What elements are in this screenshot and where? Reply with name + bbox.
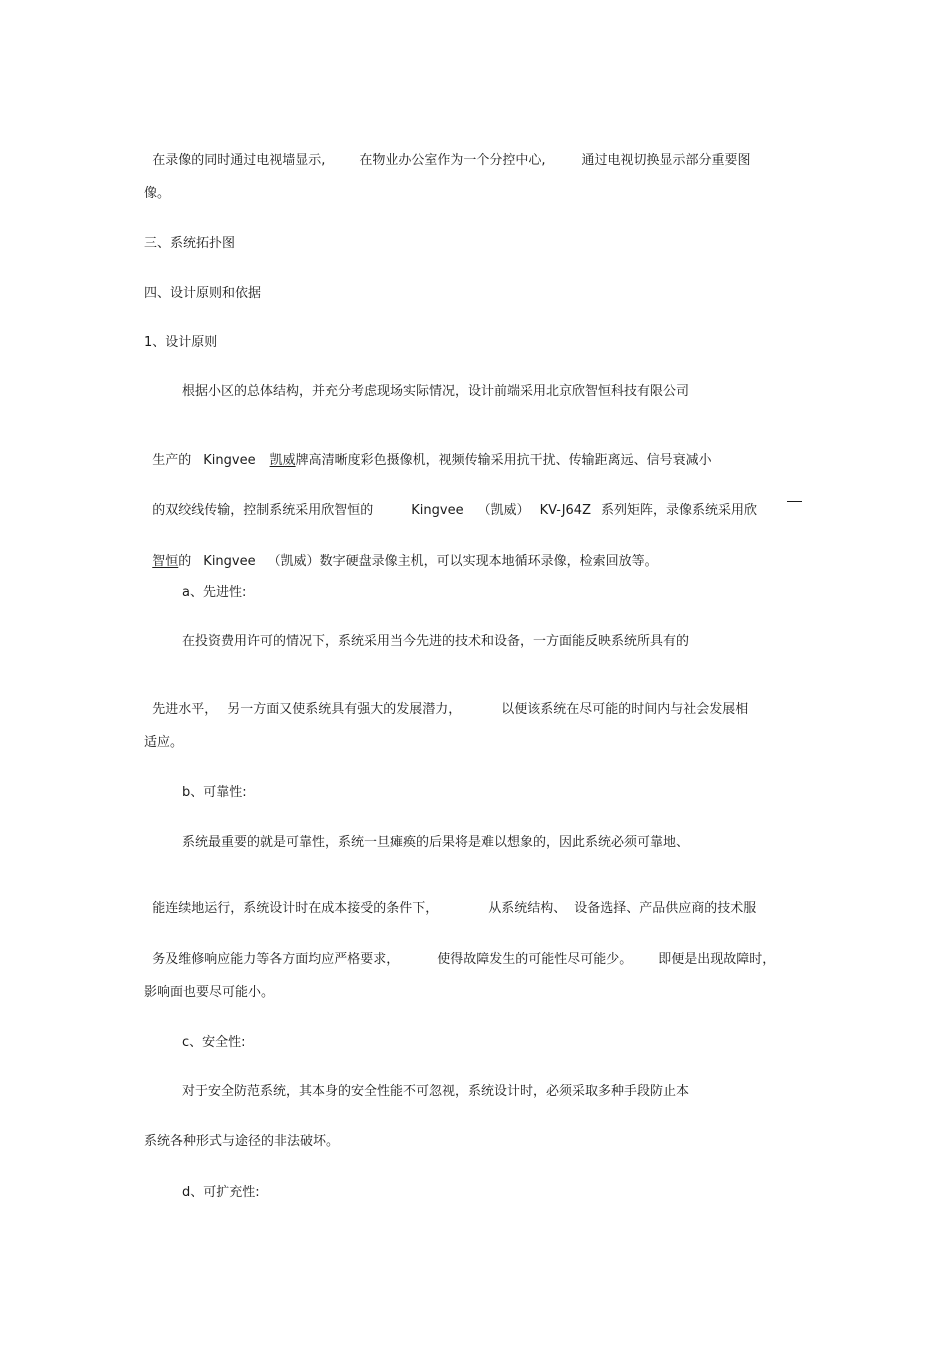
paragraph-line [144,535,658,569]
text-segment: 从系统结构、 [488,901,567,916]
paragraph-line [144,882,757,916]
text-segment: 的双绞线传输，控制系统采用欣智恒的 [152,503,374,518]
company-name-underlined: 智恒 [152,554,179,569]
text-segment: 设备选择、产品供应商的技术服 [574,901,757,916]
paragraph-line [144,134,751,168]
text-segment: （凯威） [477,503,530,518]
paragraph-line [144,933,776,967]
text-segment: 系列矩阵，录像系统采用欣 [600,503,757,518]
paragraph-line: 适应。 [144,735,184,750]
text-segment: 先进水平， [152,702,218,717]
text-segment: 即便是出现故障时， [658,952,776,967]
text-segment: 以便该系统在尽可能的时间内与社会发展相 [501,702,749,717]
blank-underline [787,501,802,502]
paragraph-line: 系统各种形式与途径的非法破坏。 [144,1134,340,1149]
paragraph-line [144,434,712,468]
brand-name-underlined: 凯威 [269,453,296,468]
item-heading: b、可靠性: [182,785,247,800]
item-heading: a、先进性: [182,585,247,600]
item-heading: d、可扩充性: [182,1185,260,1200]
text-segment: 生产的 [152,453,192,468]
section-heading: 三、系统拓扑图 [144,236,236,251]
paragraph-line: 系统最重要的就是可靠性，系统一旦瘫痪的后果将是难以想象的，因此系统必须可靠地、 [182,835,690,850]
text-segment: 使得故障发生的可能性尽可能少。 [437,952,633,967]
model-number: KV-J64Z [539,503,591,518]
text-segment: 能连续地运行，系统设计时在成本接受的条件下， [152,901,439,916]
text-segment: 务及维修响应能力等各方面均应严格要求， [152,952,400,967]
text-segment: 通过电视切换显示部分重要图 [581,153,751,168]
brand-name: Kingvee [411,503,464,518]
paragraph-line [144,484,757,518]
paragraph-line: 影响面也要尽可能小。 [144,985,275,1000]
text-segment: 牌高清晰度彩色摄像机，视频传输采用抗干扰、传输距离远、信号衰减小 [295,453,712,468]
text-segment: 在物业办公室作为一个分控中心, [359,153,546,168]
brand-name: Kingvee [203,554,256,569]
paragraph-line: 在投资费用许可的情况下，系统采用当今先进的技术和设备，一方面能反映系统所具有的 [182,634,690,649]
paragraph-line: 根据小区的总体结构，并充分考虑现场实际情况，设计前端采用北京欣智恒科技有限公司 [182,384,690,399]
item-heading: c、安全性: [182,1035,246,1050]
paragraph-line: 像。 [144,186,171,201]
brand-name: Kingvee [203,453,256,468]
text-segment: 另一方面又使系统具有强大的发展潜力， [227,702,462,717]
text-segment: 在录像的同时通过电视墙显示, [152,153,326,168]
paragraph-line: 对于安全防范系统，其本身的安全性能不可忽视，系统设计时，必须采取多种手段防止本 [182,1084,690,1099]
text-segment: 的 [178,554,192,569]
subsection-heading: 1、设计原则 [144,335,218,350]
paragraph-line [144,683,749,717]
section-heading: 四、设计原则和依据 [144,286,262,301]
text-segment: （凯威）数字硬盘录像主机，可以实现本地循环录像，检索回放等。 [267,554,658,569]
